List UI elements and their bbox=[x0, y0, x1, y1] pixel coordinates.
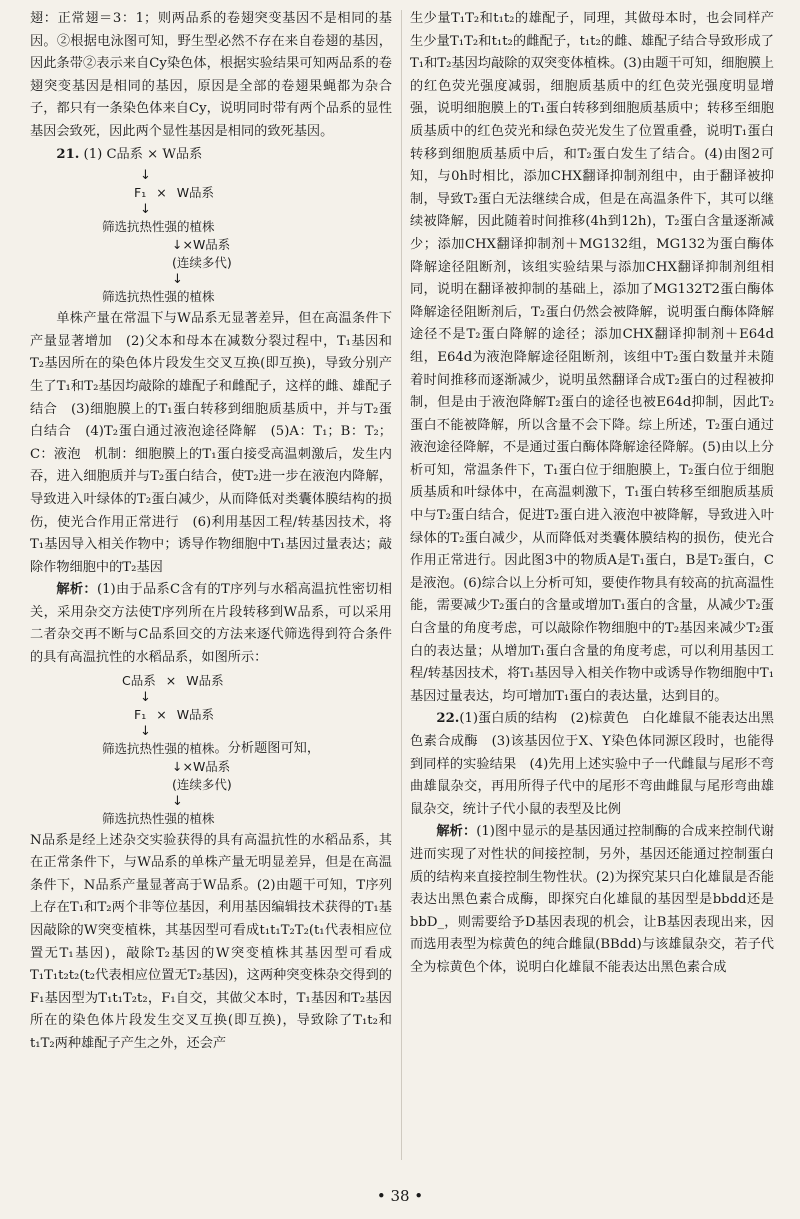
flow-f1-row bbox=[30, 706, 392, 724]
breeding-flowchart-2 bbox=[30, 672, 392, 828]
flow-repeat: (连续多代) bbox=[172, 255, 232, 271]
down-arrow-icon: ↓ bbox=[140, 202, 151, 218]
paragraph: N品系是经上述杂交实验获得的具有高温抗性的水稻品系，其在正常条件下，与W品系的单株产量无明显差异，但是在高温条件下，N品系产量显著高于W品系。(2)由题干可知，T序列上存在T₁和T₂两个非等位基因，利用基因编辑技术获得的T₁基因敲除的W突变植株，其基因型可看成t₁t₁T₂T₂(t₁代表相应位置无T₁基因)，敲除T₂基因的W突变植株其基因型可看成T₁T₁t₂t₂(t₂代表相应位置无T₂基因)，这两种突变株杂交得到的F₁基因型为T₁t₁T₂t₂，F₁自交，其做父本时，T₁基因和T₂基因所在的染色体片段发生交叉互换(即互换)，导致除了T₁t₂和t₁T₂两种雄配子产生之外，还会产 bbox=[30, 832, 392, 1051]
flow-w: W品系 bbox=[176, 706, 215, 722]
cross-symbol: × bbox=[165, 672, 177, 688]
analysis-label: 解析： bbox=[56, 582, 97, 598]
flow-f1: F₁ bbox=[134, 706, 147, 722]
answer-21: 单株产量在常温下与W品系无显著差异，但在高温条件下产量显著增加 (2)父本和母本在减数分裂过程中，T₁基因和T₂基因所在的染色体片段发生交叉互换(即互换)，导致分别产生了T₁和T₂基因均敲除的雄配子和雌配子，这样的雌、雄配子结合 (3)细胞膜上的T₁蛋白转移到细胞质基质中，并与T₂蛋白结合 (4)T₂蛋白通过液泡途径降解 (5)A：T₁；B：T₂；C：液泡 机制：细胞膜上的T₁蛋白接受高温刺激后，发生内吞，进入细胞质并与T₂蛋白结合，使T₂进一步在液泡内降解，导致进入叶绿体的T₂蛋白减少，从而降低对类囊体膜结构的损伤，使光合作用正常进行 (6)利用基因工程/转基因技术，将T₁基因导入相关作物中；诱导作物细胞中T₁基因过量表达；敲除作物细胞中的T₂基因 bbox=[30, 311, 392, 575]
flow-c: C品系 bbox=[106, 146, 143, 162]
analysis-label: 解析： bbox=[436, 824, 477, 840]
cross-symbol: × bbox=[147, 146, 159, 162]
down-arrow-icon: ↓ bbox=[140, 168, 151, 184]
flow-backcross: ↓×W品系 bbox=[172, 237, 231, 253]
flow-repeat: (连续多代) bbox=[172, 776, 232, 792]
question-number: 21. bbox=[56, 146, 80, 162]
analysis-21 bbox=[30, 579, 392, 669]
down-arrow-icon: ↓ bbox=[140, 689, 151, 705]
down-arrow-icon: ↓ bbox=[172, 793, 183, 809]
flow-w: W品系 bbox=[162, 146, 203, 162]
left-column bbox=[30, 8, 392, 1056]
flow-backcross: ↓×W品系 bbox=[172, 758, 231, 774]
paragraph: 翅：正常翅＝3：1；则两品系的卷翅突变基因不是相同的基因。②根据电泳图可知，野生型必然不存在来自卷翅的基因，因此条带②表示来自Cy染色体，根据实验结果可知两品系的卷翅突变基因是相同的基因，原因是全部的卷翅果蝇都为杂合子，都只有一条染色体来自Cy，说明同时带有两个品系的显性基因会致死，因此两个显性基因是相同的致死基因。 bbox=[30, 11, 392, 139]
flow-parent-row bbox=[30, 672, 392, 690]
column-divider bbox=[401, 10, 402, 1160]
flow-select: 筛选抗热性强的植株 bbox=[102, 289, 215, 305]
flow-select-row bbox=[30, 740, 392, 758]
flow-f1-row bbox=[30, 184, 392, 202]
flow-select: 筛选抗热性强的植株 bbox=[102, 810, 215, 826]
analysis-22 bbox=[410, 821, 774, 979]
analysis-text: (1)由于品系C含有的T序列与水稻高温抗性密切相关，采用杂交方法使T序列所在片段转移到W品系，可以采用二者杂交再不断与C品系回交的方法来逐代筛选得到符合条件的具有高温抗性的水稻品系，如图所示： bbox=[30, 582, 392, 666]
answer-22 bbox=[410, 708, 774, 821]
flow-c: C品系 bbox=[122, 672, 156, 688]
flow-select: 筛选抗热性强的植株 bbox=[102, 740, 215, 756]
down-arrow-icon: ↓ bbox=[172, 272, 183, 288]
cross-symbol: × bbox=[156, 185, 167, 201]
part-marker: (1) bbox=[83, 146, 103, 162]
flow-w: W品系 bbox=[176, 185, 215, 201]
cross-symbol: × bbox=[156, 706, 167, 722]
flow-tail-text: 。分析题图可知， bbox=[214, 740, 321, 756]
question-21-head bbox=[30, 144, 392, 167]
right-column bbox=[410, 8, 774, 980]
question-number: 22. bbox=[436, 711, 460, 727]
breeding-flowchart-1 bbox=[30, 168, 392, 306]
page-number: • 38 • bbox=[376, 1187, 424, 1205]
analysis-text: (1)图中显示的是基因通过控制酶的合成来控制代谢进而实现了对性状的间接控制，另外，基因还能通过控制蛋白质的结构来直接控制生物性状。(2)为探究某只白化雄鼠是否能表达出黑色素合成酶，即探究白化雄鼠的基因型是bbdd还是bbD_，则需要给予D基因表现的机会，让B基因表现出来，因而选用表型为棕黄色的纯合雌鼠(BBdd)与该雄鼠杂交，若子代全为棕黄色个体，说明白化雄鼠不能表达出黑色素合成 bbox=[410, 824, 775, 975]
flow-w: W品系 bbox=[186, 672, 224, 688]
flow-f1: F₁ bbox=[134, 185, 147, 201]
paragraph: 生少量T₁T₂和t₁t₂的雄配子，同理，其做母本时，也会同样产生少量T₁T₂和t₁t₂的雌配子，t₁t₂的雌、雄配子结合导致形成了T₁和T₂基因均敲除的双突变体植株。(3)由题干可知，细胞膜上的红色荧光强度减弱，细胞质基质中的红色荧光强度明显增强，说明细胞膜上的T₁蛋白转移到细胞质基质中；转移至细胞质基质中的红色荧光和绿色荧光发生了位置重叠，说明T₁蛋白转移到细胞质基质中后，和T₂蛋白发生了结合。(4)由图2可知，与0h时相比，添加CHX翻译抑制剂组中，由于翻译被抑制，导致T₂蛋白无法继续合成，但是在高温条件下，其可以继续被降解，因此随着时间推移(4h到12h)，T₂蛋白含量逐渐减少；添加CHX翻译抑制剂＋MG132组，MG132为蛋白酶体降解途径阻断剂，该组实验结果与添加CHX翻译抑制剂组相同，说明在翻译被抑制的基础上，添加了MG132T2蛋白酶体降解途径阻断剂后，T₂蛋白仍然会被降解，说明蛋白酶体降解途径不是T₂蛋白降解的途径；添加CHX翻译抑制剂＋E64d组，E64d为液泡降解途径阻断剂，该组中T₂蛋白数量并未随着时间推移而逐渐减少，说明虽然翻译合成T₂蛋白的过程被抑制，但是由于液泡降解T₂蛋白的途径也被E64d抑制，因此T₂蛋白不能被降解，所以含量不会下降。综上所述，T₂蛋白通过液泡途径降解，不是通过蛋白酶体降解途径降解。(5)由以上分析可知，常温条件下，T₁蛋白位于细胞膜上，T₂蛋白位于细胞质基质和叶绿体中，在高温刺激下，T₁蛋白转移至细胞质基质中与T₂蛋白结合，促进T₂蛋白进入液泡中被降解，导致进入叶绿体的T₂蛋白减少，从而降低对类囊体膜结构的损伤，使光合作用正常进行。因此图3中的物质A是T₁蛋白，B是T₂蛋白，C是液泡。(6)综合以上分析可知，要使作物具有较高的抗高温性能，需要减少T₂蛋白的含量或增加T₁蛋白的含量，从减少T₂蛋白含量的角度考虑，可以敲除作物细胞中的T₂基因来减少T₂蛋白的表达量；从增加T₁蛋白含量的角度考虑，可以利用基因工程/转基因技术，将T₁基因导入相关作物中或诱导作物细胞中T₁基因过量表达，均可增加T₁蛋白的表达量，达到目的。 bbox=[410, 11, 774, 704]
flow-select: 筛选抗热性强的植株 bbox=[102, 219, 215, 235]
answer-text: (1)蛋白质的结构 (2)棕黄色 白化雄鼠不能表达出黑色素合成酶 (3)该基因位于X、Y染色体同源区段时，也能得到同样的实验结果 (4)先用上述实验中子一代雌鼠与尾形不弯曲雄鼠杂交，再用所得子代中的尾形不弯曲雌鼠与尾形弯曲雄鼠杂交，统计子代小鼠的表型及比例 bbox=[410, 711, 774, 817]
down-arrow-icon: ↓ bbox=[140, 723, 151, 739]
